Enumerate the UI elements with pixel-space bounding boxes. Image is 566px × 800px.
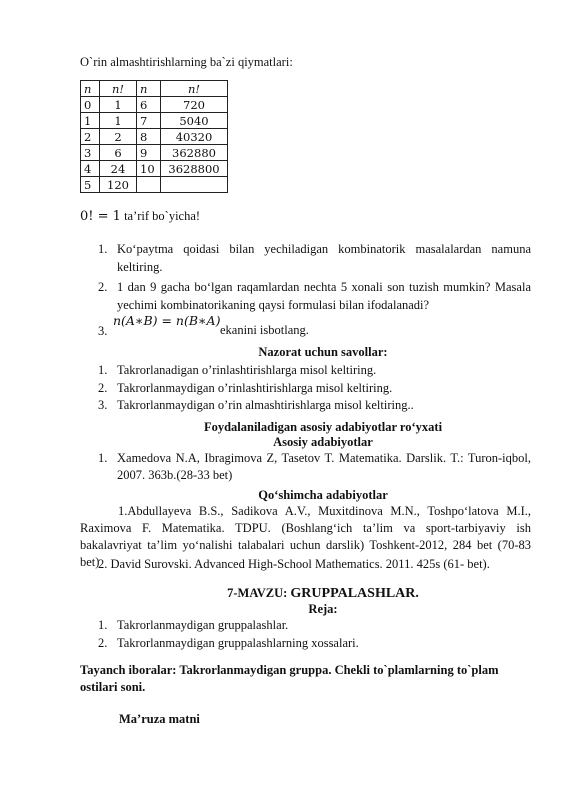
- list-number: 2.: [98, 280, 108, 294]
- list-number: 3.: [98, 324, 108, 338]
- list-text: Takrorlanmaydigan gruppalashlar.: [117, 618, 289, 632]
- table-cell: 9: [137, 145, 161, 161]
- list-text: Takrorlanmaydigan gruppalashlarning xossalari.: [117, 635, 359, 650]
- table-cell: 10: [137, 161, 161, 177]
- table-cell: 1: [81, 113, 100, 129]
- list-item: [98, 362, 531, 380]
- list-item: [98, 278, 531, 314]
- plan-list: [98, 617, 531, 652]
- topic-title: GRUPPALASHLAR.: [290, 586, 419, 601]
- table-row: [81, 113, 228, 129]
- table-cell: 6: [137, 97, 161, 113]
- table-cell: 3: [81, 145, 100, 161]
- table-cell: 1: [100, 113, 137, 129]
- extra-literature-item: 2. David Surovski. Advanced High-School Mathematics. 2011. 425s (61- bet).: [98, 557, 490, 571]
- table-row: [81, 129, 228, 145]
- table-cell: 5: [81, 177, 100, 193]
- table-cell: [161, 177, 228, 193]
- list-number: 2.: [98, 380, 108, 395]
- table-cell: 1: [100, 97, 137, 113]
- table-cell: 720: [161, 97, 228, 113]
- main-literature-list: [98, 450, 531, 484]
- list-text: Xamedova N.A, Ibragimova Z, Tasetov T. Matematika. Darslik. T.: Turon-iqbol, 2007. 363b.(28-33 bet): [117, 451, 531, 482]
- table-cell: 5040: [161, 113, 228, 129]
- table-cell: 0: [81, 97, 100, 113]
- table-header: n!: [161, 81, 228, 97]
- table-row: [81, 97, 228, 113]
- table-row: [81, 161, 228, 177]
- factorial-definition: [80, 209, 200, 224]
- list-number: 2.: [98, 635, 108, 650]
- plan-title: Reja:: [308, 602, 338, 616]
- list-number: 1.: [98, 451, 108, 465]
- list-item: [98, 240, 531, 276]
- control-list: [98, 362, 531, 415]
- intro-text: O`rin almashtirishlarning ba`zi qiymatlari:: [80, 55, 293, 69]
- list-number: 1.: [98, 242, 108, 256]
- list-text: 1 dan 9 gacha bo‘lgan raqamlardan nechta 5 xonali son tuzish mumkin? Masala yechimi kombinatorikaning qaysi formulasi bilan ifodalanadi?: [117, 280, 531, 312]
- list-text: ekanini isbotlang.: [220, 323, 309, 337]
- topic-label: 7-MAVZU:: [227, 586, 288, 600]
- table-cell: 3628800: [161, 161, 228, 177]
- factorial-formula: 0! = 1: [80, 209, 121, 224]
- equation: n(A∗B) = n(B∗A): [113, 313, 221, 328]
- table-cell: 120: [100, 177, 137, 193]
- table-cell: [137, 177, 161, 193]
- list-item: [98, 617, 531, 635]
- keywords: Tayanch iboralar: Takrorlanmaydigan gruppa. Chekli to`plamlarning to`plam ostilari soni.: [80, 663, 499, 694]
- list-text: Ko‘paytma qoidasi bilan yechiladigan kombinatorik masalalardan namuna keltiring.: [117, 242, 531, 274]
- table-cell: 7: [137, 113, 161, 129]
- topic-heading: [0, 586, 566, 602]
- extra-literature-title: Qo‘shimcha adabiyotlar: [258, 488, 388, 502]
- table-cell: 2: [100, 129, 137, 145]
- list-item: [98, 450, 531, 484]
- extra-literature-item: 1.Abdullayeva B.S., Sadikova A.V., Muxitdinova M.N., Toshpo‘latova M.I., Raximova F. Matematika. TDPU. (Boshlang‘ich ta’lim va sport-tarbiyaviy ish bakalavriyat ta’lim yo‘nalishi talabalari uchun darslik) Toshkent-2012, 284 bet (70-83 bet): [80, 504, 531, 569]
- list-text: Takrorlanadigan o’rinlashtirishlarga misol keltiring.: [117, 363, 377, 377]
- table-cell: 6: [100, 145, 137, 161]
- list-item: [98, 635, 531, 653]
- task-list: [98, 240, 531, 337]
- factorial-definition-text: ta’rif bo`yicha!: [124, 209, 201, 223]
- literature-title: Foydalaniladigan asosiy adabiyotlar ro‘yxati: [203, 420, 443, 434]
- list-item: [98, 397, 531, 415]
- table-cell: 40320: [161, 129, 228, 145]
- table-header: n!: [100, 81, 137, 97]
- main-literature-title: Asosiy adabiyotlar: [273, 435, 373, 449]
- table-cell: 362880: [161, 145, 228, 161]
- list-item: [98, 313, 531, 338]
- list-text: Takrorlanmaydigan o’rin almashtirishlarga misol keltiring..: [117, 398, 414, 412]
- table-cell: 24: [100, 161, 137, 177]
- list-text: Takrorlanmaydigan o’rinlashtirishlarga misol keltiring.: [117, 380, 393, 395]
- table-row: [81, 177, 228, 193]
- table-cell: 4: [81, 161, 100, 177]
- factorial-table: [80, 80, 228, 193]
- control-title: Nazorat uchun savollar:: [258, 345, 388, 359]
- table-cell: 2: [81, 129, 100, 145]
- lecture-heading: Ma’ruza matni: [119, 712, 200, 726]
- table-header: n: [81, 81, 100, 97]
- list-number: 1.: [98, 363, 108, 377]
- list-number: 3.: [98, 398, 108, 412]
- table-header-row: [81, 81, 228, 97]
- table-header: n: [137, 81, 161, 97]
- table-row: [81, 145, 228, 161]
- table-cell: 8: [137, 129, 161, 145]
- list-number: 1.: [98, 618, 108, 632]
- list-item: [98, 380, 531, 398]
